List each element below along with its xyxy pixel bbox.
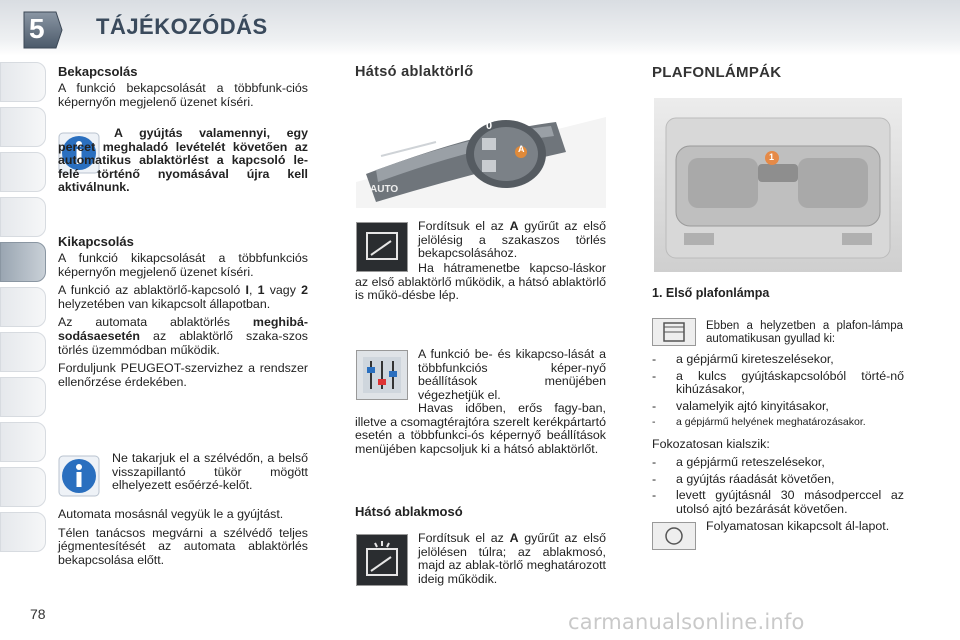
info-note-1: A gyújtás valamennyi, egy percet meghaladó levételét követően az automatikus ablaktörlést a kapcsoló le-felé történő nyomásával újra kell aktiválnunk.	[58, 126, 308, 195]
side-tab[interactable]	[0, 332, 46, 372]
side-tab[interactable]	[0, 197, 46, 237]
kikapcsolas-p3: Az automata ablaktörlés meghibá-sodásaesetén az ablaktörlő szaka-szos törlés üzemmódban működik.	[58, 315, 308, 357]
chapter-badge	[20, 8, 66, 52]
ceiling-lamp-photo	[654, 98, 902, 272]
kikapcsolas-heading: Kikapcsolás	[58, 234, 134, 249]
wiper-stalk-image	[356, 112, 606, 208]
list-item: - levett gyújtásnál 30 másodperccel az utolsó ajtó bezárását követően.	[652, 489, 904, 516]
side-tab-active[interactable]	[0, 242, 46, 282]
list-item: - a gépjármű reteszelésekor,	[652, 456, 904, 470]
settings-icon	[356, 350, 408, 400]
front-lamp-subtitle: 1. Első plafonlámpa	[652, 286, 770, 300]
photo-callout-1: 1	[769, 152, 775, 162]
side-tabs	[0, 62, 50, 557]
wiper-instruction: Fordítsuk el az A gyűrűt az első jelölésig a szakaszos törlés bekapcsolásához.	[418, 219, 606, 261]
side-tab[interactable]	[0, 107, 46, 147]
mode1-list	[652, 353, 904, 431]
watermark: carmanualsonline.info	[568, 610, 805, 634]
door-mode-icon	[652, 318, 696, 346]
page-title: TÁJÉKOZÓDÁS	[96, 14, 268, 39]
side-tab[interactable]	[0, 152, 46, 192]
side-tab[interactable]	[0, 422, 46, 462]
list-item: - valamelyik ajtó kinyitásakor,	[652, 400, 904, 414]
list-item: - a gépjármű kireteszelésekor,	[652, 353, 904, 367]
col1-bottom	[58, 508, 308, 572]
stalk-mark-a: A	[518, 144, 525, 154]
kikapcsolas-p1: A funkció kikapcsolását a többfunkciós képernyőn megjelenő üzenet kíséri.	[58, 251, 308, 279]
side-tab[interactable]	[0, 377, 46, 417]
bekapcsolas-text: A funkció bekapcsolását a többfunk-ciós képernyőn megjelenő üzenet kíséri.	[58, 81, 308, 109]
side-tab[interactable]	[0, 287, 46, 327]
kikapcsolas-body	[58, 252, 308, 394]
off-mode-icon	[652, 522, 696, 550]
stalk-mark-0: 0	[486, 120, 493, 132]
mode2-text: Folyamatosan kikapcsolt ál-lapot.	[706, 519, 890, 533]
settings-text-1: A funkció be- és kikapcso-lását a többfunkciós képer-nyő beállítások menüjében végezhetjük el.	[418, 347, 606, 402]
fade-list	[652, 456, 904, 519]
info-icon	[58, 455, 100, 497]
kikapcsolas-p2: A funkció az ablaktörlő-kapcsoló I, 1 vagy 2 helyzetében van kikapcsolt állapotban.	[58, 283, 309, 311]
settings-text-2: Havas időben, erős fagy-ban, illetve a csomagtérajtóra szerelt kerékpártartó esetén a többfunkci-ós képernyő beállítások menüjében kapcsoljuk ki a hátsó ablaktörlőt.	[355, 401, 606, 456]
reverse-gear-text: Ha hátramenetbe kapcso-láskor az első ablaktörlő működik, a hátsó ablaktörlő is műkö-désbe lép.	[355, 261, 606, 303]
page-number: 78	[30, 606, 46, 622]
info-note-2: Ne takarjuk el a szélvédőn, a belső visszapillantó tükör mögött elhelyezett esőérzé-kelőt.	[112, 451, 308, 493]
list-item: - a gyújtás ráadását követően,	[652, 473, 904, 487]
list-item: - a gépjármű helyének meghatározásakor.	[652, 416, 904, 428]
bottom-p2: Télen tanácsos megvárni a szélvédő teljes jégmentesítését az automata ablaktörlés bekapcsolása előtt.	[58, 525, 308, 567]
side-tab[interactable]	[0, 62, 46, 102]
ceiling-lamps-title: PLAFONLÁMPÁK	[652, 64, 782, 81]
list-item: - a kulcs gyújtáskapcsolóból törté-nő kihúzásakor,	[652, 370, 904, 397]
mode1-text: Ebben a helyzetben a plafon-lámpa automatikusan gyullad ki:	[706, 320, 903, 345]
washer-instruction: Fordítsuk el az A gyűrűt az első jelölésen túlra; az ablakmosó, majd az ablak-törlő meghatározott ideig működik.	[418, 531, 606, 586]
kikapcsolas-p4: Forduljunk PEUGEOT-szervizhez a rendszer ellenőrzése érdekében.	[58, 361, 308, 389]
rear-washer-icon	[356, 534, 408, 586]
chapter-number: 5	[29, 13, 45, 44]
bekapcsolas-heading: Bekapcsolás	[58, 64, 138, 79]
side-tab[interactable]	[0, 467, 46, 507]
side-tab[interactable]	[0, 512, 46, 552]
rear-washer-heading: Hátsó ablakmosó	[355, 504, 463, 519]
rear-wiper-title: Hátsó ablaktörlő	[355, 64, 474, 80]
stalk-auto-label: AUTO	[370, 184, 399, 195]
bottom-p1: Automata mosásnál vegyük le a gyújtást.	[58, 507, 284, 521]
fade-heading: Fokozatosan kialszik:	[652, 437, 770, 451]
